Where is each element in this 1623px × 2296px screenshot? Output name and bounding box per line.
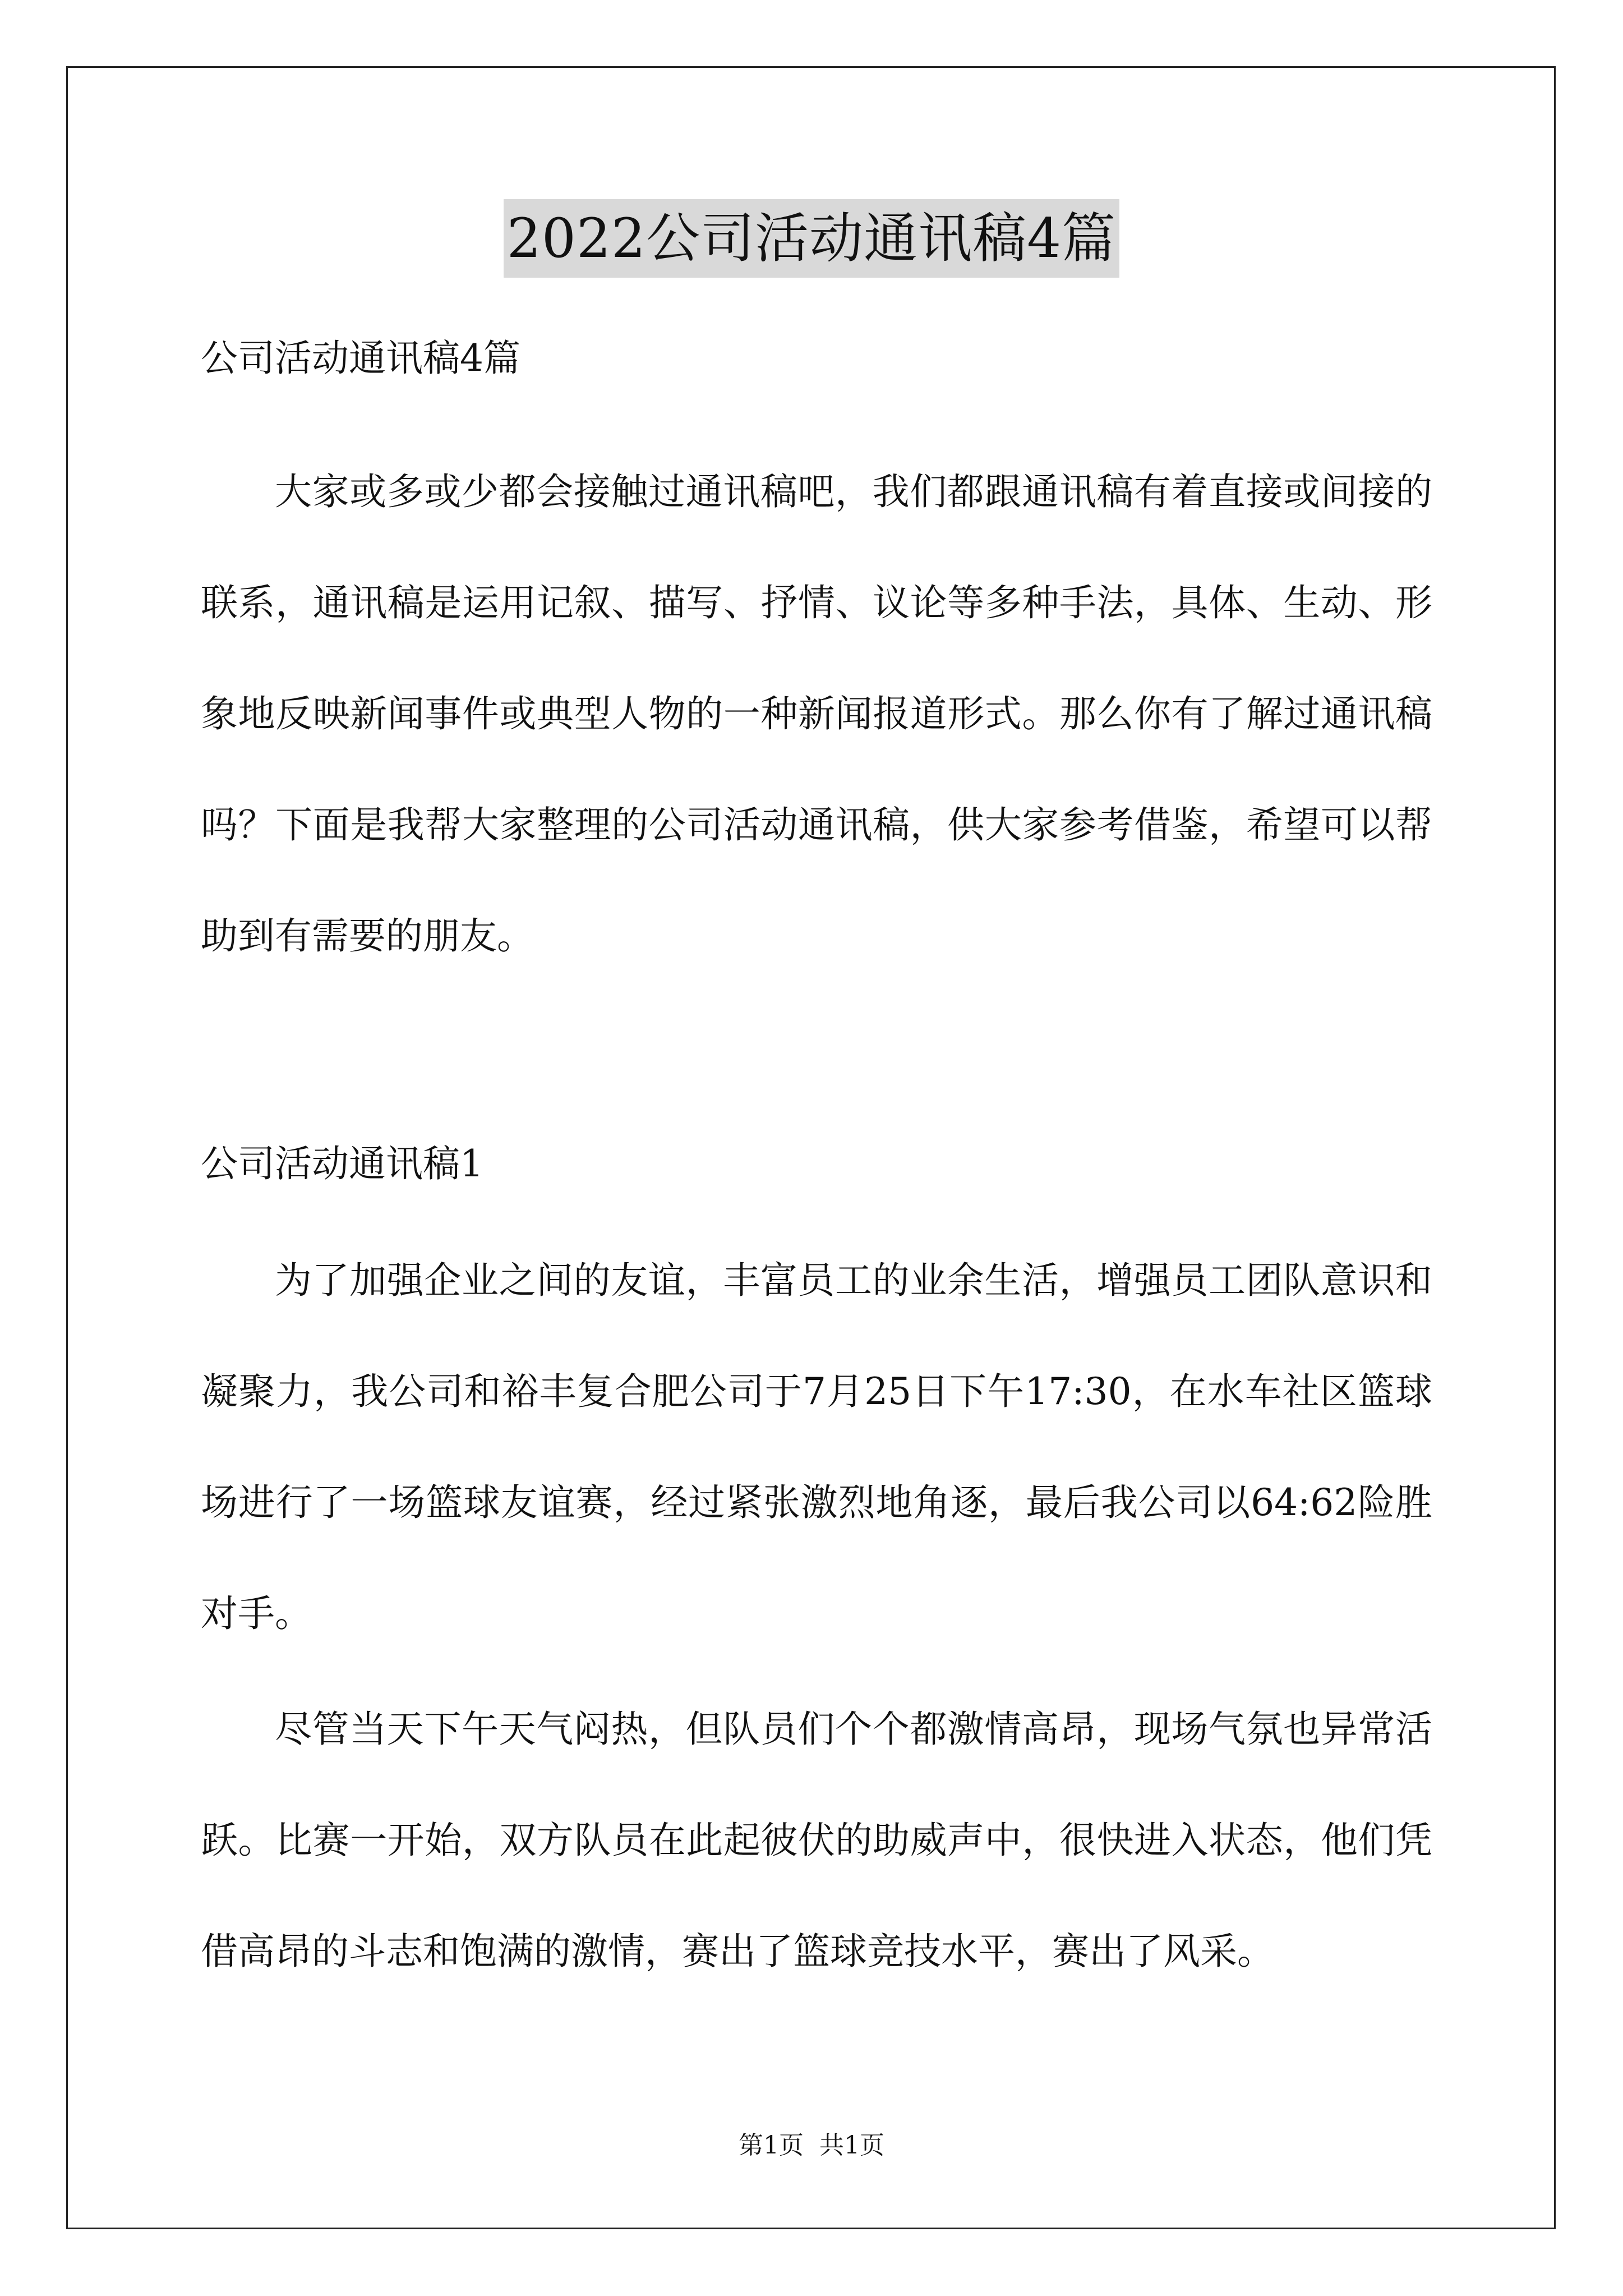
page-total: 共1页 [819, 2131, 884, 2160]
spacer [201, 992, 1432, 1103]
intro-paragraph: 大家或多或少都会接触过通讯稿吧，我们都跟通讯稿有着直接或间接的联系，通讯稿是运用记叙、描写、抒情、议论等多种手法，具体、生动、形象地反映新闻事件或典型人物的一种新闻报道形式。那么你有了解过通讯稿吗？下面是我帮大家整理的公司活动通讯稿，供大家参考借鉴，希望可以帮助到有需要的朋友。 [201, 470, 1432, 958]
title-wrap [0, 199, 1623, 278]
document-body [201, 303, 1432, 2007]
section-paragraph: 尽管当天下午天气闷热，但队员们个个都激情高昂，现场气氛也异常活跃。比赛一开始，双方队员在此起彼伏的助威声中，很快进入状态，他们凭借高昂的斗志和饱满的激情，赛出了篮球竞技水平，赛出了风采。 [201, 1708, 1432, 1973]
document-subtitle: 公司活动通讯稿4篇 [201, 337, 520, 380]
document-title: 2022公司活动通讯稿4篇 [504, 199, 1119, 278]
section-heading: 公司活动通讯稿1 [201, 1142, 483, 1185]
page-footer [0, 2129, 1623, 2162]
page-number: 第1页 [739, 2131, 804, 2160]
section-paragraph: 为了加强企业之间的友谊，丰富员工的业余生活，增强员工团队意识和凝聚力，我公司和裕丰复合肥公司于7月25日下午17:30，在水车社区篮球场进行了一场篮球友谊赛，经过紧张激烈地角逐，最后我公司以64:62险胜对手。 [201, 1259, 1432, 1635]
